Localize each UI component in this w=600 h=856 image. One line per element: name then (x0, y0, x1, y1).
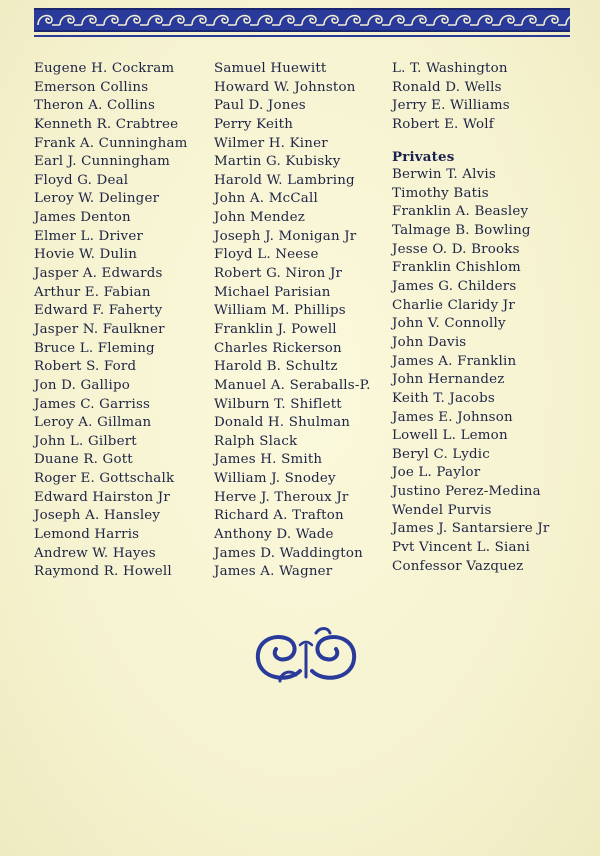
roster-name: Joseph J. Monigan Jr (214, 228, 357, 244)
roster-name: James H. Smith (214, 452, 323, 468)
roster-name: Timothy Batis (392, 185, 489, 201)
roster-column-1 (34, 60, 188, 582)
roster-name: Donald H. Shulman (214, 415, 351, 431)
roster-name: Paul D. Jones (214, 98, 306, 114)
roster-name: Ralph Slack (214, 433, 298, 449)
roster-name: Samuel Huewitt (214, 61, 327, 76)
roster-name: Anthony D. Wade (214, 527, 334, 543)
roster-name: Duane R. Gott (34, 452, 133, 468)
roster-name: Roger E. Gottschalk (34, 471, 175, 487)
wave-motif (544, 16, 566, 25)
roster-column-3 (392, 60, 550, 576)
roster-name: Edward F. Faherty (34, 303, 163, 319)
roster-name: Manuel A. Seraballs-P. (214, 377, 371, 393)
roster-name: Joe L. Paylor (392, 465, 481, 481)
roster-name: Robert E. Wolf (392, 116, 494, 132)
roster-name: Earl J. Cunningham (34, 154, 171, 170)
roster-name: Pvt Vincent L. Siani (392, 540, 530, 556)
roster-name: Perry Keith (214, 116, 294, 132)
roster-column-2 (214, 60, 371, 582)
wave-motif (346, 16, 368, 25)
roster-name: Keith T. Jacobs (392, 390, 495, 406)
roster-name: Harold B. Schultz (214, 359, 338, 375)
roster-name: John Mendez (214, 210, 305, 226)
roster-name: Theron A. Collins (34, 98, 156, 114)
wave-motif (368, 16, 390, 25)
wave-motif (390, 16, 412, 25)
wave-motif (236, 16, 258, 25)
roster-name: Harold W. Lambring (214, 172, 355, 188)
roster-name: William J. Snodey (214, 471, 336, 487)
roster-name: Hovie W. Dulin (34, 247, 138, 263)
roster-name: James A. Franklin (392, 353, 517, 369)
roster-name: Franklin Chishlom (392, 260, 521, 276)
wave-motif (192, 16, 214, 25)
roster-name: James C. Garriss (34, 396, 151, 412)
roster-name: John V. Connolly (392, 316, 506, 332)
roster-name: William M. Phillips (214, 303, 346, 319)
wave-motif (302, 16, 324, 25)
wave-motif (104, 16, 126, 25)
roster-name: Berwin T. Alvis (392, 167, 496, 183)
wave-motif (258, 16, 280, 25)
roster-name: Justino Perez-Medina (392, 484, 541, 500)
wave-motif (566, 16, 570, 25)
roster-name: Wendel Purvis (392, 502, 492, 518)
roster-name: Emerson Collins (34, 79, 149, 95)
wave-motif (412, 16, 434, 25)
privates-heading: Privates (392, 148, 455, 165)
roster-name: John Davis (392, 334, 467, 350)
roster-name: Eugene H. Cockram (34, 61, 175, 76)
roster-name: John L. Gilbert (34, 433, 137, 449)
roster-name: James J. Santarsiere Jr (392, 521, 550, 537)
roster-name: John Hernandez (392, 372, 505, 388)
wave-motif (280, 16, 302, 25)
roster-name: Howard W. Johnston (214, 79, 356, 95)
roster-name: Jasper N. Faulkner (34, 321, 165, 337)
roster-name: Joseph A. Hansley (34, 508, 161, 524)
roster-name: Leroy A. Gillman (34, 415, 152, 431)
roster-name: Jon D. Gallipo (34, 377, 131, 393)
roster-name: Talmage B. Bowling (392, 223, 531, 239)
roster-name: Confessor Vazquez (392, 558, 524, 574)
wave-motif (214, 16, 236, 25)
roster-name: James Denton (34, 210, 131, 226)
wave-motif (170, 16, 192, 25)
roster-name: Franklin J. Powell (214, 321, 337, 337)
roster-name: Lowell L. Lemon (392, 428, 508, 444)
roster-name: Richard A. Trafton (214, 508, 344, 524)
roster-name: Martin G. Kubisky (214, 154, 341, 170)
roster-name: L. T. Washington (392, 61, 508, 76)
wave-motif (82, 16, 104, 25)
wave-motif (522, 16, 544, 25)
roster-name: Robert G. Niron Jr (214, 266, 343, 282)
wave-motif (38, 16, 60, 25)
roster-name: Wilmer H. Kiner (214, 135, 328, 151)
wave-motif (500, 16, 522, 25)
roster-name: Floyd L. Neese (214, 247, 319, 263)
roster-name: Franklin A. Beasley (392, 204, 529, 220)
roster-name: Andrew W. Hayes (34, 545, 156, 561)
roster-name: Charles Rickerson (214, 340, 342, 356)
wave-motif (434, 16, 456, 25)
wave-motif (456, 16, 478, 25)
roster-name: James A. Wagner (214, 564, 333, 580)
roster-name: Lemond Harris (34, 527, 140, 543)
roster-name: Edward Hairston Jr (34, 489, 170, 505)
roster-name: Charlie Claridy Jr (392, 297, 515, 313)
border-rule (34, 35, 570, 37)
roster-name: Elmer L. Driver (34, 228, 144, 244)
scroll-ornament-icon (250, 625, 362, 687)
roster-name: John A. McCall (214, 191, 318, 207)
roster-name: Floyd G. Deal (34, 172, 129, 188)
greek-wave-border (34, 8, 570, 32)
wave-motif (478, 16, 500, 25)
roster-name: Beryl C. Lydic (392, 446, 490, 462)
roster-name: Raymond R. Howell (34, 564, 172, 580)
roster-name: Frank A. Cunningham (34, 135, 188, 151)
roster-name: Leroy W. Delinger (34, 191, 160, 207)
roster-name: Jerry E. Williams (392, 98, 510, 114)
roster-name: Bruce L. Fleming (34, 340, 155, 356)
roster-name: Robert S. Ford (34, 359, 137, 375)
roster-name: Jesse O. D. Brooks (392, 241, 520, 257)
roster-name: Ronald D. Wells (392, 79, 502, 95)
roster-name: James D. Waddington (214, 545, 363, 561)
roster-name: Jasper A. Edwards (34, 266, 163, 282)
wave-motif (60, 16, 82, 25)
roster-name: Kenneth R. Crabtree (34, 116, 179, 132)
wave-motif (324, 16, 346, 25)
wave-motif (126, 16, 148, 25)
wave-motif (148, 16, 170, 25)
roster-name: James G. Childers (392, 279, 517, 295)
roster-name: Wilburn T. Shiflett (214, 396, 342, 412)
roster-name: Herve J. Theroux Jr (214, 489, 349, 505)
roster-name: Michael Parisian (214, 284, 331, 300)
roster-name: Arthur E. Fabian (34, 284, 151, 300)
roster-name: James E. Johnson (392, 409, 513, 425)
